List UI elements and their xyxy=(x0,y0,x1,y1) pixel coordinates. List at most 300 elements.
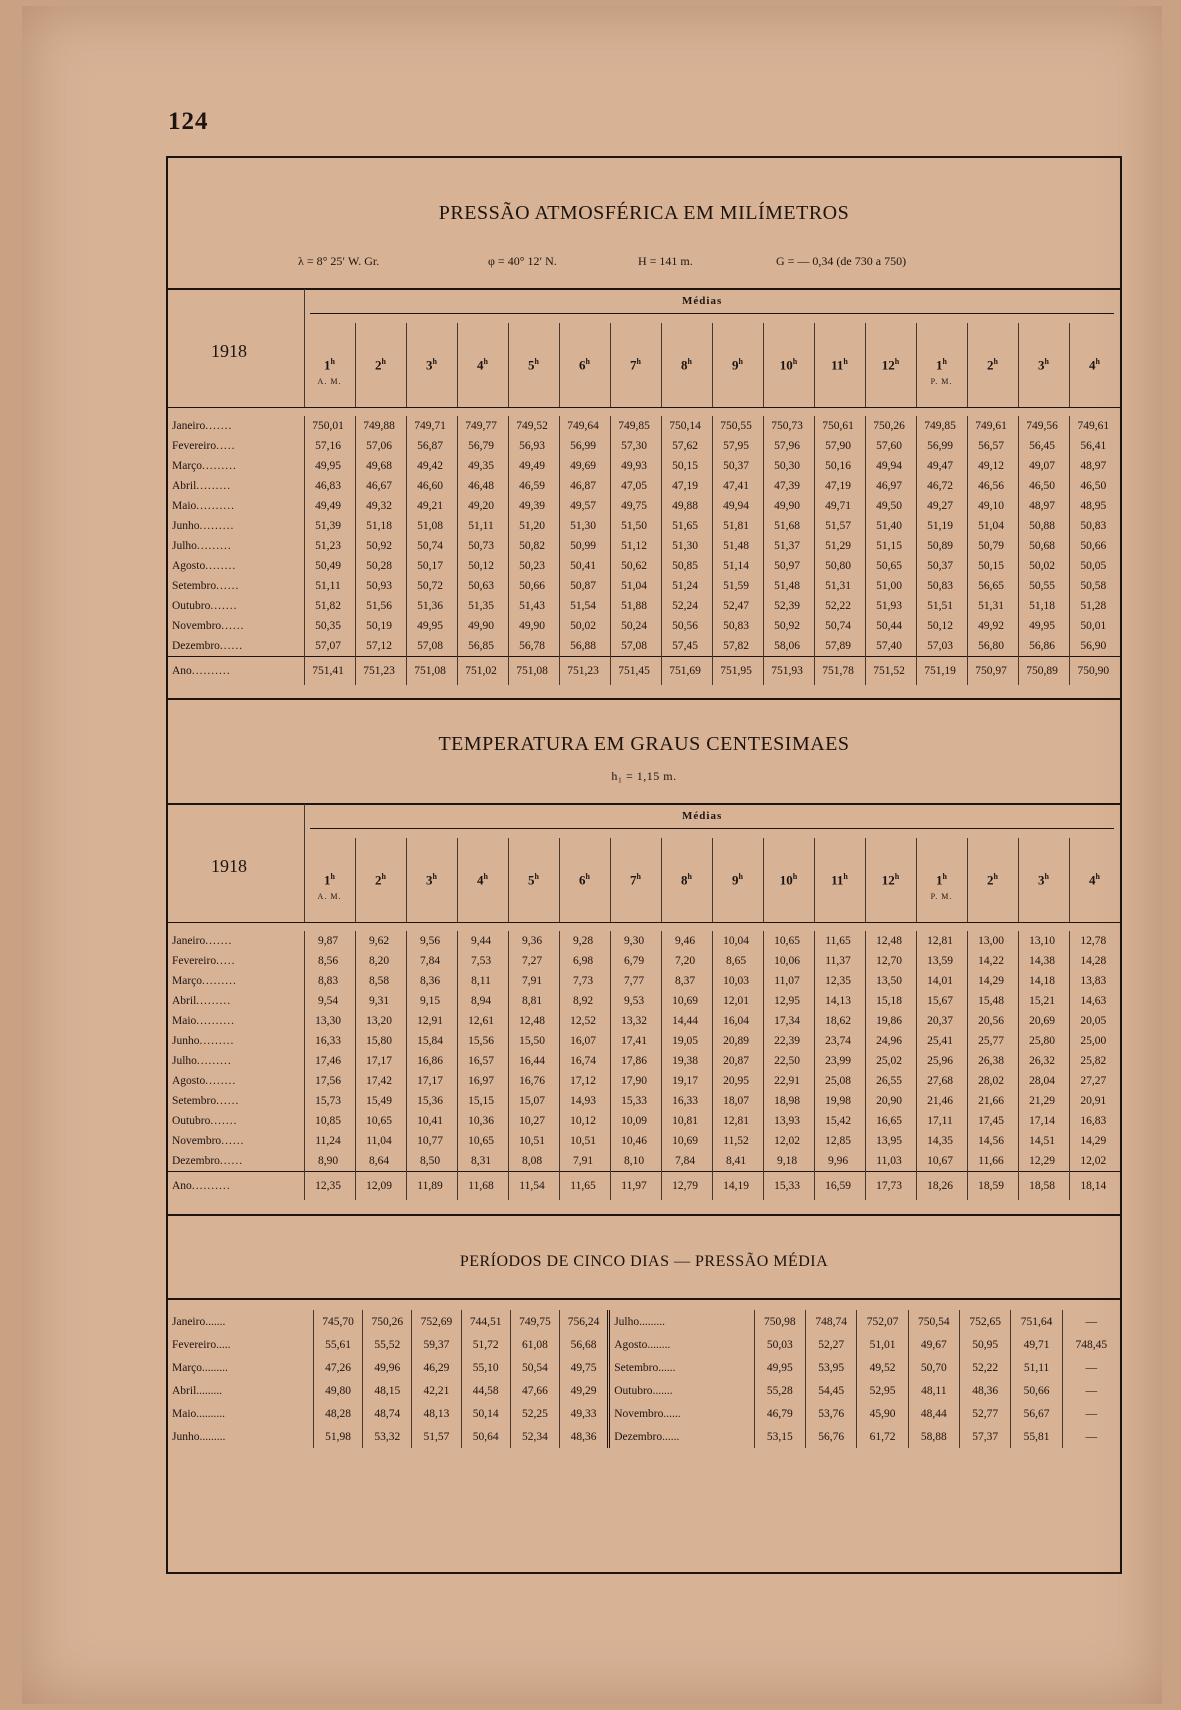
value-cell: 17,73 xyxy=(865,1172,916,1201)
value-cell: 20,56 xyxy=(967,1011,1018,1031)
temperature-hour-label: 3 xyxy=(1038,872,1045,888)
value-cell: 50,87 xyxy=(559,576,610,596)
value-cell: 53,32 xyxy=(363,1425,412,1448)
pressure-column-divider xyxy=(661,323,662,407)
value-cell: 751,23 xyxy=(559,657,610,686)
value-cell: 50,05 xyxy=(1069,556,1120,576)
value-cell: 17,41 xyxy=(610,1031,661,1051)
month-name: Ano xyxy=(172,1180,192,1192)
value-cell: 21,66 xyxy=(967,1091,1018,1111)
month-name: Setembro xyxy=(614,1361,659,1374)
pressure-hour-header: 3$^h$ xyxy=(1038,357,1049,373)
value-cell: 15,33 xyxy=(610,1091,661,1111)
value-cell: 51,18 xyxy=(355,516,406,536)
pressure-column-divider xyxy=(457,323,458,407)
value-cell: 10,27 xyxy=(508,1111,559,1131)
temperature-hour-label: 4 xyxy=(477,872,484,888)
leader-dots: ....... xyxy=(205,420,233,432)
value-cell: 11,37 xyxy=(814,951,865,971)
value-cell: 751,64 xyxy=(1011,1310,1062,1333)
value-cell: 50,73 xyxy=(457,536,508,556)
value-cell: 56,65 xyxy=(967,576,1018,596)
value-cell: 749,71 xyxy=(406,416,457,436)
value-cell: 749,75 xyxy=(510,1310,559,1333)
value-cell: 15,84 xyxy=(406,1031,457,1051)
value-cell: 15,49 xyxy=(355,1091,406,1111)
leader-dots: .......... xyxy=(196,1407,226,1420)
value-cell: 8,64 xyxy=(355,1151,406,1172)
pressure-column-divider xyxy=(916,323,917,407)
value-cell: 51,40 xyxy=(865,516,916,536)
value-cell: 49,95 xyxy=(1018,616,1069,636)
value-cell: 51,65 xyxy=(661,516,712,536)
temperature-month-row xyxy=(168,1151,1120,1172)
pressure-hour-label: 10 xyxy=(779,357,793,373)
temperature-hour-header: 6$^h$ xyxy=(579,872,590,888)
pressure-hour-label: 3 xyxy=(1038,357,1045,373)
value-cell: 26,32 xyxy=(1018,1051,1069,1071)
value-cell: 749,85 xyxy=(610,416,661,436)
temperature-hour-header: 10$^h$ xyxy=(779,872,798,888)
value-cell: 14,18 xyxy=(1018,971,1069,991)
temperature-hour-label: 6 xyxy=(579,872,586,888)
value-cell: 9,44 xyxy=(457,931,508,951)
value-cell: 749,88 xyxy=(355,416,406,436)
value-cell: 49,69 xyxy=(559,456,610,476)
leader-dots: ...... xyxy=(658,1361,676,1374)
value-cell: 52,39 xyxy=(763,596,814,616)
value-cell: 50,19 xyxy=(355,616,406,636)
value-cell: 750,97 xyxy=(967,657,1018,686)
value-cell: 51,29 xyxy=(814,536,865,556)
value-cell: 7,84 xyxy=(406,951,457,971)
month-name: Dezembro xyxy=(172,1155,220,1167)
value-cell: 49,94 xyxy=(865,456,916,476)
value-cell: 49,93 xyxy=(610,456,661,476)
leader-dots: ........ xyxy=(647,1338,671,1351)
value-cell: 7,27 xyxy=(508,951,559,971)
value-cell: 48,13 xyxy=(412,1402,461,1425)
month-cell xyxy=(168,931,304,951)
value-cell: 52,22 xyxy=(814,596,865,616)
month-cell xyxy=(168,991,304,1011)
month-name: Julho xyxy=(614,1315,640,1328)
value-cell: 750,26 xyxy=(363,1310,412,1333)
temperature-month-row xyxy=(168,931,1120,951)
value-cell: 13,59 xyxy=(916,951,967,971)
value-cell: 55,61 xyxy=(313,1333,362,1356)
value-cell: 53,95 xyxy=(806,1356,857,1379)
value-cell: 16,33 xyxy=(304,1031,355,1051)
value-cell: 56,41 xyxy=(1069,436,1120,456)
value-cell: 49,42 xyxy=(406,456,457,476)
month-name: Junho xyxy=(172,1430,200,1443)
value-cell: 47,66 xyxy=(510,1379,559,1402)
value-cell: — xyxy=(1062,1425,1120,1448)
pressure-hour-header: 2$^h$ xyxy=(987,357,998,373)
value-cell: 51,30 xyxy=(559,516,610,536)
value-cell: 14,63 xyxy=(1069,991,1120,1011)
value-cell: 13,50 xyxy=(865,971,916,991)
value-cell: 8,10 xyxy=(610,1151,661,1172)
value-cell: 10,06 xyxy=(763,951,814,971)
temperature-hour-header: 12$^h$ xyxy=(881,872,900,888)
value-cell: 50,23 xyxy=(508,556,559,576)
value-cell: 750,54 xyxy=(908,1310,959,1333)
month-cell xyxy=(168,536,304,556)
value-cell: 18,62 xyxy=(814,1011,865,1031)
temperature-column-divider xyxy=(406,838,407,922)
value-cell: 12,02 xyxy=(763,1131,814,1151)
value-cell: 50,64 xyxy=(461,1425,510,1448)
value-cell: 23,99 xyxy=(814,1051,865,1071)
value-cell: 50,54 xyxy=(510,1356,559,1379)
month-cell xyxy=(168,516,304,536)
leader-dots: ......... xyxy=(202,975,237,987)
month-cell xyxy=(168,971,304,991)
value-cell: 15,56 xyxy=(457,1031,508,1051)
pressure-hour-header: 5$^h$ xyxy=(528,357,539,373)
value-cell: 51,59 xyxy=(712,576,763,596)
value-cell: 50,62 xyxy=(610,556,661,576)
value-cell: 57,60 xyxy=(865,436,916,456)
value-cell: 51,28 xyxy=(1069,596,1120,616)
temperature-column-divider xyxy=(355,838,356,922)
value-cell: 8,83 xyxy=(304,971,355,991)
pressure-hour-label: 11 xyxy=(831,357,844,373)
value-cell: 49,20 xyxy=(457,496,508,516)
value-cell: 49,90 xyxy=(763,496,814,516)
value-cell: 20,95 xyxy=(712,1071,763,1091)
value-cell: 51,31 xyxy=(814,576,865,596)
value-cell: 12,81 xyxy=(916,931,967,951)
value-cell: 50,02 xyxy=(1018,556,1069,576)
pressure-month-row xyxy=(168,556,1120,576)
pressure-month-row xyxy=(168,636,1120,657)
value-cell: 750,26 xyxy=(865,416,916,436)
value-cell: 14,35 xyxy=(916,1131,967,1151)
temperature-column-divider xyxy=(865,838,866,922)
value-cell: 57,40 xyxy=(865,636,916,657)
pressure-column-divider xyxy=(814,323,815,407)
value-cell: 51,01 xyxy=(857,1333,908,1356)
value-cell: 21,29 xyxy=(1018,1091,1069,1111)
pressure-month-row xyxy=(168,596,1120,616)
pressure-hour-label: 4 xyxy=(1089,357,1096,373)
value-cell: 50,24 xyxy=(610,616,661,636)
value-cell: 9,18 xyxy=(763,1151,814,1172)
value-cell: 46,83 xyxy=(304,476,355,496)
value-cell: 16,76 xyxy=(508,1071,559,1091)
value-cell: 751,52 xyxy=(865,657,916,686)
value-cell: 745,70 xyxy=(313,1310,362,1333)
leader-dots: .......... xyxy=(191,1180,231,1192)
value-cell: 20,91 xyxy=(1069,1091,1120,1111)
value-cell: 56,76 xyxy=(806,1425,857,1448)
value-cell: 58,88 xyxy=(908,1425,959,1448)
temperature-am-label: A. M. xyxy=(317,892,342,902)
temperature-hour-label: 4 xyxy=(1089,872,1096,888)
value-cell: 56,68 xyxy=(559,1333,608,1356)
month-cell xyxy=(168,636,304,657)
value-cell: 57,45 xyxy=(661,636,712,657)
value-cell: 48,28 xyxy=(313,1402,362,1425)
month-name: Fevereiro xyxy=(172,1338,217,1351)
value-cell: 49,49 xyxy=(304,496,355,516)
value-cell: 51,50 xyxy=(610,516,661,536)
value-cell: 22,91 xyxy=(763,1071,814,1091)
value-cell: 11,52 xyxy=(712,1131,763,1151)
value-cell: 14,93 xyxy=(559,1091,610,1111)
value-cell: 15,21 xyxy=(1018,991,1069,1011)
value-cell: 46,87 xyxy=(559,476,610,496)
value-cell: 52,24 xyxy=(661,596,712,616)
value-cell: 25,77 xyxy=(967,1031,1018,1051)
value-cell: 15,48 xyxy=(967,991,1018,1011)
temperature-bottom-rule xyxy=(168,1214,1120,1216)
pressure-hour-header: 12$^h$ xyxy=(881,357,900,373)
month-cell xyxy=(609,1310,754,1333)
value-cell: 49,57 xyxy=(559,496,610,516)
value-cell: 27,27 xyxy=(1069,1071,1120,1091)
month-name: Ano xyxy=(172,665,192,677)
value-cell: 12,01 xyxy=(712,991,763,1011)
value-cell: 50,99 xyxy=(559,536,610,556)
value-cell: 750,98 xyxy=(754,1310,805,1333)
pressure-month-row xyxy=(168,476,1120,496)
value-cell: 751,78 xyxy=(814,657,865,686)
value-cell: 11,89 xyxy=(406,1172,457,1201)
value-cell: 10,81 xyxy=(661,1111,712,1131)
value-cell: 751,93 xyxy=(763,657,814,686)
value-cell: 17,46 xyxy=(304,1051,355,1071)
value-cell: 50,82 xyxy=(508,536,559,556)
month-name: Novembro xyxy=(614,1407,664,1420)
value-cell: 752,69 xyxy=(412,1310,461,1333)
temperature-column-divider xyxy=(661,838,662,922)
value-cell: 17,56 xyxy=(304,1071,355,1091)
leader-dots: ....... xyxy=(210,600,238,612)
value-cell: 49,29 xyxy=(559,1379,608,1402)
value-cell: 53,15 xyxy=(754,1425,805,1448)
value-cell: 51,20 xyxy=(508,516,559,536)
value-cell: 50,66 xyxy=(508,576,559,596)
value-cell: 50,95 xyxy=(960,1333,1011,1356)
value-cell: 11,04 xyxy=(355,1131,406,1151)
temperature-month-row xyxy=(168,1011,1120,1031)
value-cell: 49,94 xyxy=(712,496,763,516)
value-cell: 56,99 xyxy=(559,436,610,456)
value-cell: 51,93 xyxy=(865,596,916,616)
value-cell: 9,15 xyxy=(406,991,457,1011)
temperature-year-row xyxy=(168,1172,1120,1201)
temperature-hour-header: 5$^h$ xyxy=(528,872,539,888)
value-cell: 10,65 xyxy=(355,1111,406,1131)
value-cell: 12,70 xyxy=(865,951,916,971)
value-cell: 10,12 xyxy=(559,1111,610,1131)
value-cell: 47,19 xyxy=(814,476,865,496)
value-cell: 50,37 xyxy=(916,556,967,576)
value-cell: 14,38 xyxy=(1018,951,1069,971)
value-cell: 51,31 xyxy=(967,596,1018,616)
value-cell: 7,84 xyxy=(661,1151,712,1172)
value-cell: 8,56 xyxy=(304,951,355,971)
leader-dots: ......... xyxy=(202,460,237,472)
temperature-hour-header: 3$^h$ xyxy=(426,872,437,888)
month-cell xyxy=(168,1011,304,1031)
temperature-column-divider xyxy=(1069,838,1070,922)
value-cell: 8,92 xyxy=(559,991,610,1011)
month-cell xyxy=(168,1379,313,1402)
value-cell: 50,92 xyxy=(355,536,406,556)
pressure-hour-header: 10$^h$ xyxy=(779,357,798,373)
month-cell xyxy=(609,1402,754,1425)
month-cell xyxy=(168,1071,304,1091)
value-cell: 42,21 xyxy=(412,1379,461,1402)
leader-dots: ..... xyxy=(216,955,236,967)
value-cell: 13,20 xyxy=(355,1011,406,1031)
value-cell: 56,88 xyxy=(559,636,610,657)
value-cell: 9,54 xyxy=(304,991,355,1011)
value-cell: 58,06 xyxy=(763,636,814,657)
value-cell: 10,46 xyxy=(610,1131,661,1151)
value-cell: 13,83 xyxy=(1069,971,1120,991)
temperature-month-row xyxy=(168,1031,1120,1051)
temperature-hour-label: 1 xyxy=(324,872,331,888)
value-cell: 49,75 xyxy=(559,1356,608,1379)
value-cell: 10,65 xyxy=(763,931,814,951)
value-cell: 14,13 xyxy=(814,991,865,1011)
value-cell: 52,34 xyxy=(510,1425,559,1448)
value-cell: 50,66 xyxy=(1069,536,1120,556)
leader-dots: ......... xyxy=(639,1315,665,1328)
value-cell: 12,79 xyxy=(661,1172,712,1201)
value-cell: 19,98 xyxy=(814,1091,865,1111)
month-cell xyxy=(168,1111,304,1131)
value-cell: 8,36 xyxy=(406,971,457,991)
value-cell: 55,81 xyxy=(1011,1425,1062,1448)
value-cell: 48,95 xyxy=(1069,496,1120,516)
value-cell: 51,24 xyxy=(661,576,712,596)
value-cell: 750,01 xyxy=(304,416,355,436)
value-cell: 25,80 xyxy=(1018,1031,1069,1051)
month-name: Abril xyxy=(172,480,197,492)
value-cell: 8,41 xyxy=(712,1151,763,1172)
month-cell xyxy=(609,1425,754,1448)
five-day-title: PERÍODOS DE CINCO DIAS — PRESSÃO MÉDIA xyxy=(459,1253,829,1270)
value-cell: 51,43 xyxy=(508,596,559,616)
value-cell: 56,87 xyxy=(406,436,457,456)
latitude-param: φ = 40° 12′ N. xyxy=(488,254,557,268)
value-cell: 50,68 xyxy=(1018,536,1069,556)
value-cell: 16,57 xyxy=(457,1051,508,1071)
month-cell xyxy=(168,1402,313,1425)
value-cell: 51,57 xyxy=(412,1425,461,1448)
value-cell: 9,28 xyxy=(559,931,610,951)
value-cell: 16,86 xyxy=(406,1051,457,1071)
value-cell: 8,08 xyxy=(508,1151,559,1172)
pressure-hour-header: 1$^h$ P. M. xyxy=(916,357,967,386)
value-cell: 9,56 xyxy=(406,931,457,951)
value-cell: 56,57 xyxy=(967,436,1018,456)
five-day-row xyxy=(168,1425,1120,1448)
pressure-column-divider xyxy=(967,323,968,407)
value-cell: 51,51 xyxy=(916,596,967,616)
value-cell: 50,72 xyxy=(406,576,457,596)
value-cell: 46,50 xyxy=(1069,476,1120,496)
leader-dots: ...... xyxy=(219,1155,244,1167)
value-cell: 51,54 xyxy=(559,596,610,616)
value-cell: 45,90 xyxy=(857,1402,908,1425)
value-cell: 51,04 xyxy=(610,576,661,596)
value-cell: 51,82 xyxy=(304,596,355,616)
value-cell: 7,53 xyxy=(457,951,508,971)
leader-dots: ......... xyxy=(199,1430,226,1443)
pressure-year-row xyxy=(168,657,1120,686)
temperature-hour-header: 4$^h$ xyxy=(477,872,488,888)
temperature-column-divider xyxy=(814,838,815,922)
value-cell: 749,64 xyxy=(559,416,610,436)
value-cell: 10,51 xyxy=(508,1131,559,1151)
month-cell xyxy=(168,1310,313,1333)
month-name: Fevereiro xyxy=(172,955,217,967)
month-name: Dezembro xyxy=(172,640,220,652)
value-cell: 50,70 xyxy=(908,1356,959,1379)
value-cell: 55,10 xyxy=(461,1356,510,1379)
value-cell: 14,51 xyxy=(1018,1131,1069,1151)
value-cell: 50,01 xyxy=(1069,616,1120,636)
value-cell: 13,30 xyxy=(304,1011,355,1031)
value-cell: 15,67 xyxy=(916,991,967,1011)
value-cell: 50,89 xyxy=(916,536,967,556)
temperature-title: TEMPERATURA EM GRAUS CENTESIMAES xyxy=(438,733,850,755)
pressure-hour-label: 2 xyxy=(987,357,994,373)
value-cell: 49,80 xyxy=(313,1379,362,1402)
value-cell: 50,66 xyxy=(1011,1379,1062,1402)
temperature-month-row xyxy=(168,1131,1120,1151)
value-cell: 20,87 xyxy=(712,1051,763,1071)
temperature-hour-label: 2 xyxy=(375,872,382,888)
value-cell: 49,49 xyxy=(508,456,559,476)
month-cell xyxy=(168,576,304,596)
value-cell: 28,04 xyxy=(1018,1071,1069,1091)
temperature-hour-header: 2$^h$ xyxy=(987,872,998,888)
month-name: Novembro xyxy=(172,1135,222,1147)
value-cell: 25,41 xyxy=(916,1031,967,1051)
leader-dots: .......... xyxy=(191,665,231,677)
value-cell: 49,95 xyxy=(754,1356,805,1379)
value-cell: 51,19 xyxy=(916,516,967,536)
value-cell: 61,08 xyxy=(510,1333,559,1356)
value-cell: 15,42 xyxy=(814,1111,865,1131)
month-name: Janeiro xyxy=(172,935,206,947)
value-cell: 21,46 xyxy=(916,1091,967,1111)
value-cell: 12,91 xyxy=(406,1011,457,1031)
value-cell: 12,52 xyxy=(559,1011,610,1031)
value-cell: 51,11 xyxy=(304,576,355,596)
value-cell: 15,07 xyxy=(508,1091,559,1111)
month-name: Agosto xyxy=(172,1075,206,1087)
value-cell: 50,14 xyxy=(461,1402,510,1425)
value-cell: 46,56 xyxy=(967,476,1018,496)
month-cell xyxy=(609,1333,754,1356)
month-cell xyxy=(168,657,304,686)
value-cell: 47,41 xyxy=(712,476,763,496)
value-cell: 52,95 xyxy=(857,1379,908,1402)
value-cell: 751,08 xyxy=(406,657,457,686)
leader-dots: ......... xyxy=(196,995,232,1007)
value-cell: 10,04 xyxy=(712,931,763,951)
